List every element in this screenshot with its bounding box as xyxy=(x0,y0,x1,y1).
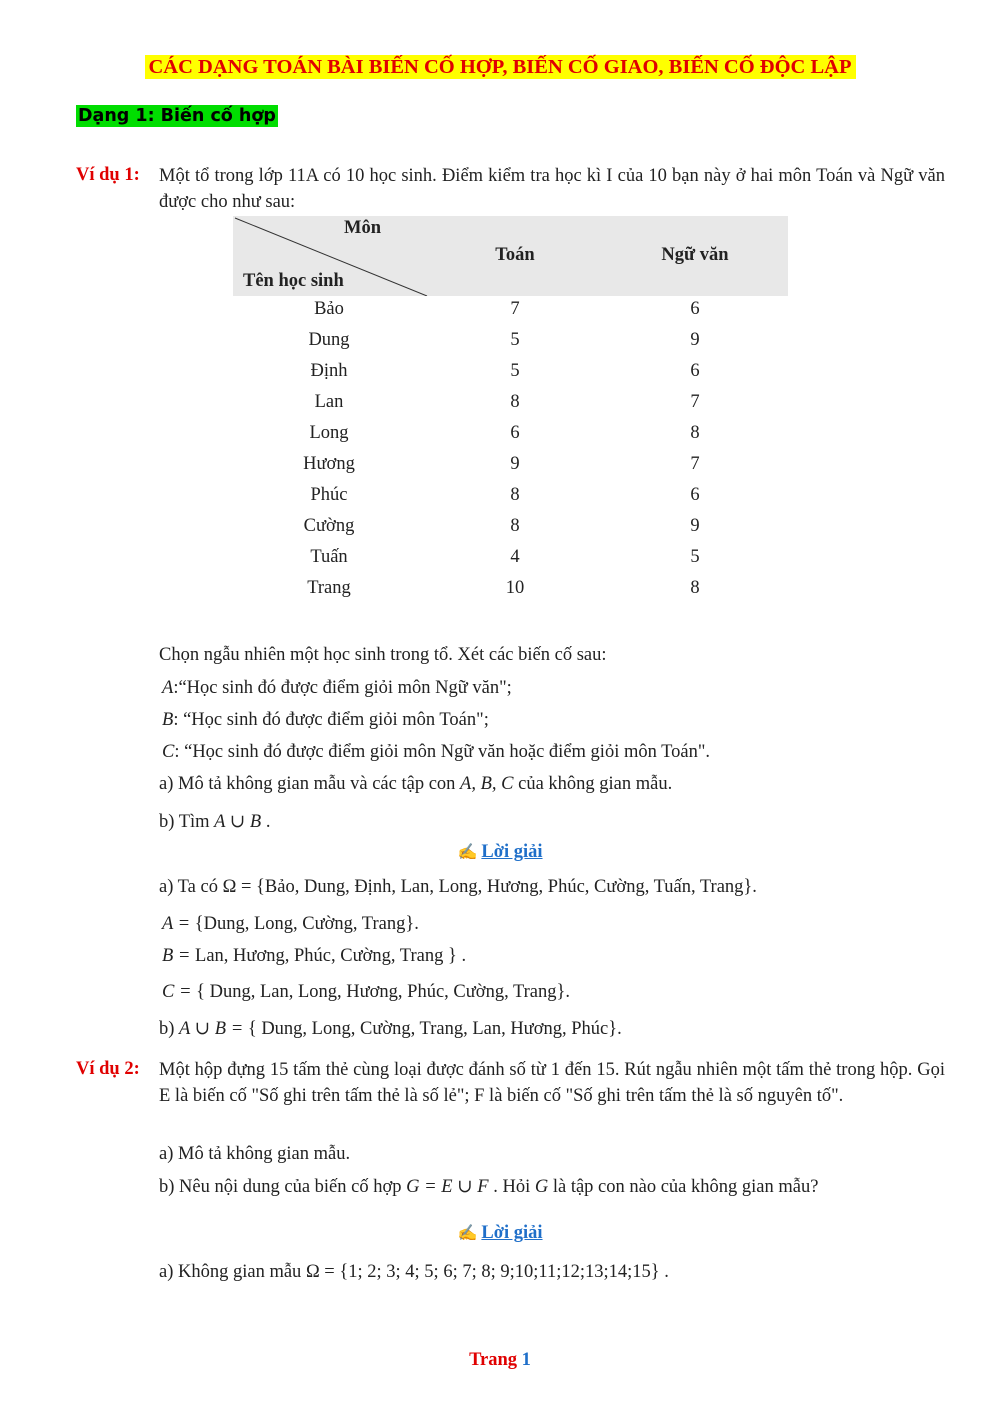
column-header-literature: Ngữ văn xyxy=(661,245,729,265)
table-row xyxy=(233,420,788,451)
math-score-cell: 5 xyxy=(510,330,520,350)
example-2-label: Ví dụ 2: xyxy=(76,1059,140,1079)
solution-2a: a) Không gian mẫu Ω = {1; 2; 3; 4; 5; 6; 7; 8; 9;10;11;12;13;14;15} . xyxy=(159,1262,669,1282)
solution-1b: b) A ∪ B = { Dung, Long, Cường, Trang, Lan, Hương, Phúc}. xyxy=(159,1019,622,1039)
event-a: A:“Học sinh đó được điểm giỏi môn Ngữ văn"; xyxy=(162,678,512,698)
math-score-cell: 8 xyxy=(510,516,520,536)
student-name-cell: Dung xyxy=(308,330,350,350)
literature-score-cell: 6 xyxy=(690,361,700,381)
table-row xyxy=(233,513,788,544)
example-1-label: Ví dụ 1: xyxy=(76,165,140,185)
literature-score-cell: 8 xyxy=(690,578,700,598)
solution-1a: a) Ta có Ω = {Bảo, Dung, Định, Lan, Long, Hương, Phúc, Cường, Tuấn, Trang}. xyxy=(159,877,757,897)
table-row xyxy=(233,296,788,327)
corner-student-label: Tên học sinh xyxy=(243,271,344,291)
math-score-cell: 8 xyxy=(510,392,520,412)
example-1-text: Một tổ trong lớp 11A có 10 học sinh. Điểm kiểm tra học kì I của 10 bạn này ở hai môn Toán và Ngữ văn được cho như sau: xyxy=(159,166,945,212)
example-1-intro: Chọn ngẫu nhiên một học sinh trong tổ. Xét các biến cố sau: xyxy=(159,645,607,665)
column-header-math: Toán xyxy=(495,245,535,265)
literature-score-cell: 7 xyxy=(690,392,700,412)
literature-score-cell: 6 xyxy=(690,485,700,505)
table-row xyxy=(233,451,788,482)
student-name-cell: Long xyxy=(309,423,349,443)
example-2-text: Một hộp đựng 15 tấm thẻ cùng loại được đánh số từ 1 đến 15. Rút ngẫu nhiên một tấm thẻ trong hộp. Gọi E là biến cố "Số ghi trên tấm thẻ là số lẻ"; F là biến cố "Số ghi trên tấm thẻ là số nguyên tố". xyxy=(159,1060,945,1106)
corner-subject-label: Môn xyxy=(344,218,381,238)
solution-1-heading: ✍ Lời giải xyxy=(457,842,543,862)
literature-score-cell: 5 xyxy=(690,547,700,567)
table-row xyxy=(233,389,788,420)
student-name-cell: Định xyxy=(310,361,348,381)
student-name-cell: Phúc xyxy=(310,485,348,505)
event-c: C: “Học sinh đó được điểm giỏi môn Ngữ văn hoặc điểm giỏi môn Toán". xyxy=(162,742,711,762)
solution-set-b: B = Lan, Hương, Phúc, Cường, Trang } . xyxy=(162,946,467,966)
score-table xyxy=(233,216,788,606)
document-title: CÁC DẠNG TOÁN BÀI BIẾN CỐ HỢP, BIẾN CỐ GIAO, BIẾN CỐ ĐỘC LẬP xyxy=(0,56,1000,79)
section-heading: Dạng 1: Biến cố hợp xyxy=(78,106,276,126)
student-name-cell: Cường xyxy=(303,516,355,536)
student-name-cell: Tuấn xyxy=(310,547,348,567)
literature-score-cell: 7 xyxy=(690,454,700,474)
math-score-cell: 10 xyxy=(505,578,525,598)
table-row xyxy=(233,327,788,358)
question-1b: b) Tìm A ∪ B . xyxy=(159,812,271,832)
literature-score-cell: 6 xyxy=(690,299,700,319)
table-row xyxy=(233,482,788,513)
table-row xyxy=(233,544,788,575)
student-name-cell: Bảo xyxy=(314,299,344,319)
math-score-cell: 9 xyxy=(510,454,520,474)
pen-icon: ✍ xyxy=(457,844,478,861)
student-name-cell: Hương xyxy=(303,454,355,474)
student-name-cell: Trang xyxy=(307,578,351,598)
math-score-cell: 4 xyxy=(510,547,520,567)
student-name-cell: Lan xyxy=(314,392,344,412)
solution-set-a: A = {Dung, Long, Cường, Trang}. xyxy=(162,914,419,934)
pen-icon: ✍ xyxy=(457,1225,478,1242)
table-body xyxy=(233,296,788,606)
literature-score-cell: 9 xyxy=(690,516,700,536)
solution-2-heading: ✍ Lời giải xyxy=(457,1223,543,1243)
question-1a: a) Mô tả không gian mẫu và các tập con A, B, C của không gian mẫu. xyxy=(159,774,673,794)
question-2a: a) Mô tả không gian mẫu. xyxy=(159,1144,351,1164)
math-score-cell: 8 xyxy=(510,485,520,505)
math-score-cell: 7 xyxy=(510,299,520,319)
literature-score-cell: 8 xyxy=(690,423,700,443)
table-row xyxy=(233,575,788,606)
math-score-cell: 6 xyxy=(510,423,520,443)
math-score-cell: 5 xyxy=(510,361,520,381)
table-header xyxy=(233,216,788,296)
event-b: B: “Học sinh đó được điểm giỏi môn Toán"; xyxy=(162,710,489,730)
table-row xyxy=(233,358,788,389)
literature-score-cell: 9 xyxy=(690,330,700,350)
question-2b: b) Nêu nội dung của biến cố hợp G = E ∪ F . Hỏi G là tập con nào của không gian mẫu? xyxy=(159,1177,819,1197)
solution-set-c: C = { Dung, Lan, Long, Hương, Phúc, Cường, Trang}. xyxy=(162,982,571,1002)
page-footer: Trang 1 xyxy=(469,1350,531,1370)
